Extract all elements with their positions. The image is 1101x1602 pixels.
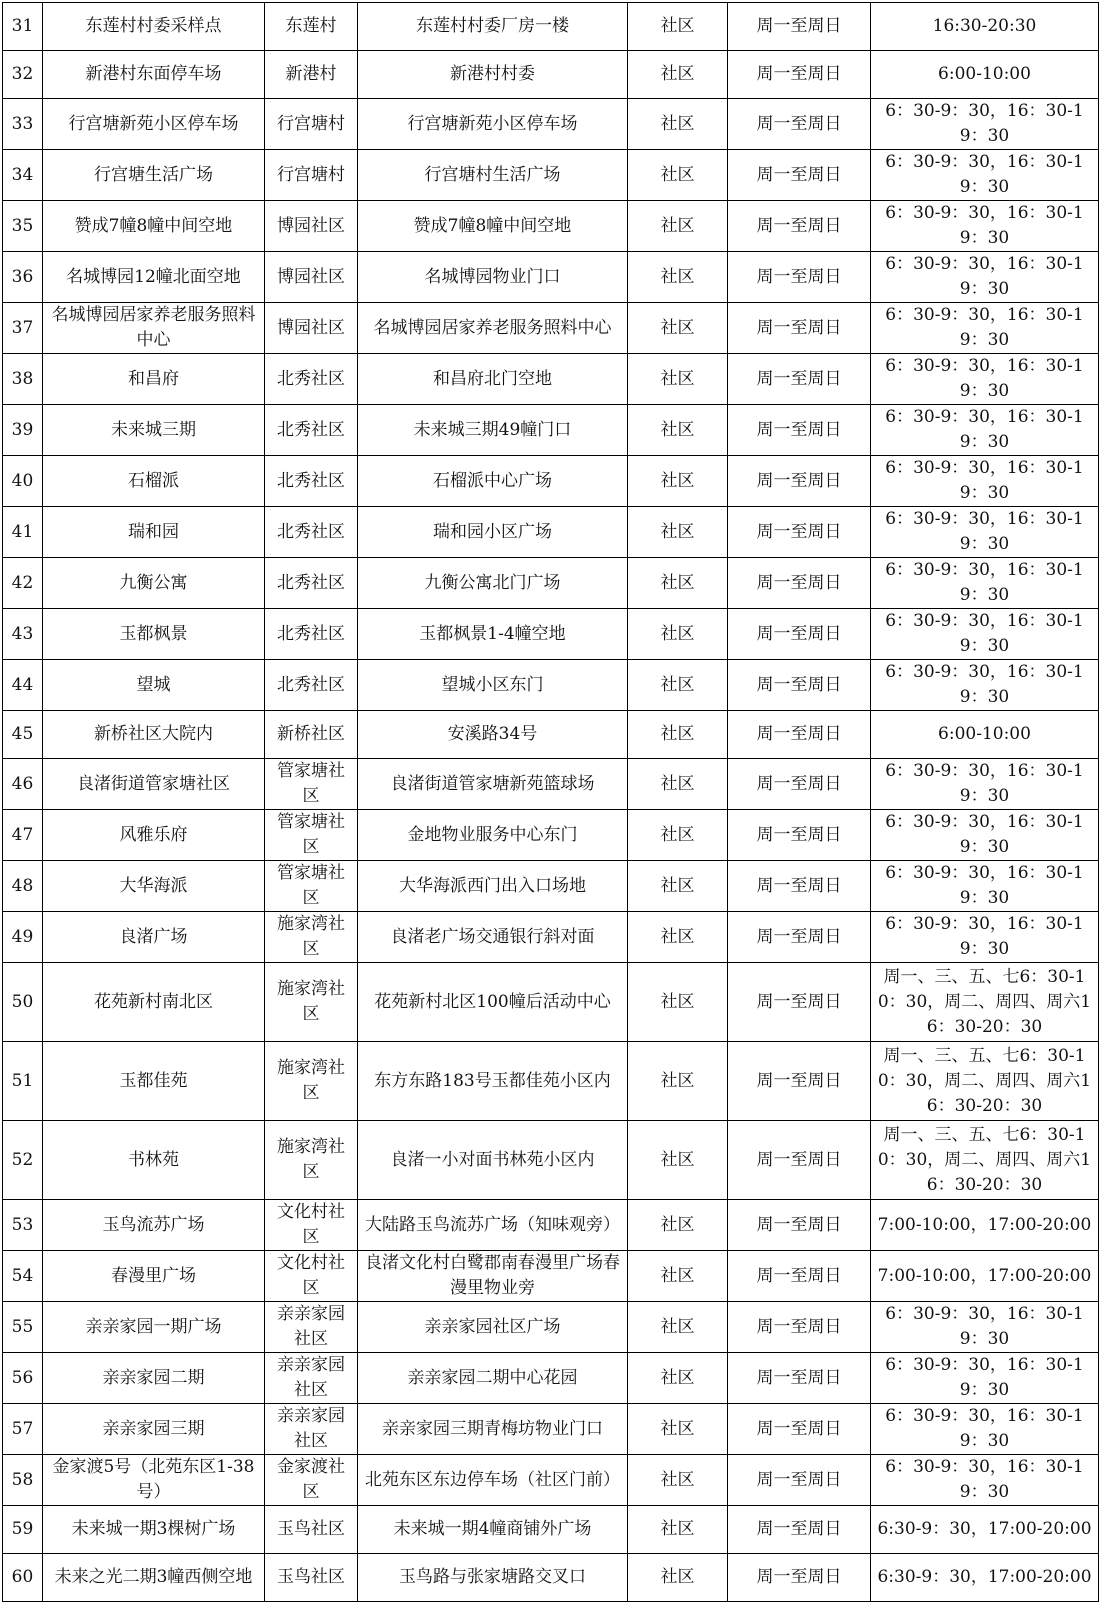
- community: 文化村社区: [265, 1251, 358, 1302]
- row-number: 38: [3, 354, 43, 405]
- row-number: 57: [3, 1404, 43, 1455]
- open-days: 周一至周日: [728, 963, 871, 1042]
- location: 东方东路183号玉都佳苑小区内: [358, 1042, 628, 1121]
- community: 博园社区: [265, 201, 358, 252]
- site-name: 瑞和园: [43, 507, 265, 558]
- site-type: 社区: [628, 861, 728, 912]
- site-name: 九衡公寓: [43, 558, 265, 609]
- site-type: 社区: [628, 354, 728, 405]
- location: 瑞和园小区广场: [358, 507, 628, 558]
- site-type: 社区: [628, 1554, 728, 1602]
- open-hours: 6：30-9：30，16：30-19：30: [871, 558, 1099, 609]
- open-days: 周一至周日: [728, 150, 871, 201]
- location: 大陆路玉鸟流苏广场（知味观旁）: [358, 1200, 628, 1251]
- open-hours: 6：30-9：30，16：30-19：30: [871, 912, 1099, 963]
- open-days: 周一至周日: [728, 1251, 871, 1302]
- open-days: 周一至周日: [728, 3, 871, 51]
- row-number: 40: [3, 456, 43, 507]
- location: 良渚文化村白鹭郡南春漫里广场春漫里物业旁: [358, 1251, 628, 1302]
- location: 亲亲家园三期青梅坊物业门口: [358, 1404, 628, 1455]
- row-number: 48: [3, 861, 43, 912]
- open-hours: 6：30-9：30，16：30-19：30: [871, 405, 1099, 456]
- location: 大华海派西门出入口场地: [358, 861, 628, 912]
- community: 施家湾社区: [265, 963, 358, 1042]
- community: 北秀社区: [265, 507, 358, 558]
- open-days: 周一至周日: [728, 51, 871, 99]
- site-type: 社区: [628, 51, 728, 99]
- site-type: 社区: [628, 609, 728, 660]
- row-number: 39: [3, 405, 43, 456]
- open-days: 周一至周日: [728, 1455, 871, 1506]
- site-name: 行宫塘新苑小区停车场: [43, 99, 265, 150]
- open-days: 周一至周日: [728, 99, 871, 150]
- open-hours: 6：30-9：30，16：30-19：30: [871, 1455, 1099, 1506]
- location: 亲亲家园社区广场: [358, 1302, 628, 1353]
- table-row: [3, 405, 1099, 456]
- site-type: 社区: [628, 558, 728, 609]
- location: 望城小区东门: [358, 660, 628, 711]
- community: 北秀社区: [265, 558, 358, 609]
- open-days: 周一至周日: [728, 405, 871, 456]
- table-row: [3, 1506, 1099, 1554]
- row-number: 37: [3, 303, 43, 354]
- location: 玉都枫景1-4幢空地: [358, 609, 628, 660]
- community: 北秀社区: [265, 456, 358, 507]
- row-number: 53: [3, 1200, 43, 1251]
- row-number: 60: [3, 1554, 43, 1602]
- community: 施家湾社区: [265, 1042, 358, 1121]
- community: 亲亲家园社区: [265, 1353, 358, 1404]
- open-days: 周一至周日: [728, 507, 871, 558]
- site-name: 玉都佳苑: [43, 1042, 265, 1121]
- row-number: 58: [3, 1455, 43, 1506]
- site-name: 花苑新村南北区: [43, 963, 265, 1042]
- site-name: 大华海派: [43, 861, 265, 912]
- site-type: 社区: [628, 507, 728, 558]
- row-number: 41: [3, 507, 43, 558]
- community: 博园社区: [265, 252, 358, 303]
- community: 博园社区: [265, 303, 358, 354]
- location: 名城博园居家养老服务照料中心: [358, 303, 628, 354]
- open-hours: 6：30-9：30，16：30-19：30: [871, 861, 1099, 912]
- open-hours: 6：30-9：30，16：30-19：30: [871, 252, 1099, 303]
- site-type: 社区: [628, 99, 728, 150]
- open-hours: 6：30-9：30，16：30-19：30: [871, 1302, 1099, 1353]
- table-row: [3, 759, 1099, 810]
- site-type: 社区: [628, 1353, 728, 1404]
- open-days: 周一至周日: [728, 1042, 871, 1121]
- location: 亲亲家园二期中心花园: [358, 1353, 628, 1404]
- open-days: 周一至周日: [728, 861, 871, 912]
- site-name: 玉都枫景: [43, 609, 265, 660]
- location: 未来城三期49幢门口: [358, 405, 628, 456]
- open-days: 周一至周日: [728, 252, 871, 303]
- table-row: [3, 609, 1099, 660]
- open-days: 周一至周日: [728, 456, 871, 507]
- community: 文化村社区: [265, 1200, 358, 1251]
- site-name: 名城博园居家养老服务照料中心: [43, 303, 265, 354]
- site-name: 未来之光二期3幢西侧空地: [43, 1554, 265, 1602]
- location: 行宫塘村生活广场: [358, 150, 628, 201]
- site-type: 社区: [628, 150, 728, 201]
- table-row: [3, 252, 1099, 303]
- row-number: 50: [3, 963, 43, 1042]
- site-name: 玉鸟流苏广场: [43, 1200, 265, 1251]
- community: 管家塘社区: [265, 810, 358, 861]
- community: 北秀社区: [265, 609, 358, 660]
- community: 玉鸟社区: [265, 1554, 358, 1602]
- open-days: 周一至周日: [728, 912, 871, 963]
- site-type: 社区: [628, 963, 728, 1042]
- open-hours: 6：30-9：30，16：30-19：30: [871, 456, 1099, 507]
- site-name: 新桥社区大院内: [43, 711, 265, 759]
- table-row: [3, 963, 1099, 1042]
- community: 亲亲家园社区: [265, 1404, 358, 1455]
- row-number: 35: [3, 201, 43, 252]
- location: 石榴派中心广场: [358, 456, 628, 507]
- open-hours: 6:00-10:00: [871, 51, 1099, 99]
- table-row: [3, 150, 1099, 201]
- row-number: 59: [3, 1506, 43, 1554]
- open-hours: 6：30-9：30，16：30-19：30: [871, 759, 1099, 810]
- community: 北秀社区: [265, 405, 358, 456]
- community: 行宫塘村: [265, 150, 358, 201]
- site-name: 望城: [43, 660, 265, 711]
- community: 新桥社区: [265, 711, 358, 759]
- open-days: 周一至周日: [728, 660, 871, 711]
- open-days: 周一至周日: [728, 303, 871, 354]
- table-row: [3, 1042, 1099, 1121]
- site-name: 风雅乐府: [43, 810, 265, 861]
- site-type: 社区: [628, 1404, 728, 1455]
- open-hours: 6：30-9：30，16：30-19：30: [871, 201, 1099, 252]
- table-row: [3, 303, 1099, 354]
- location: 新港村村委: [358, 51, 628, 99]
- location: 未来城一期4幢商铺外广场: [358, 1506, 628, 1554]
- row-number: 43: [3, 609, 43, 660]
- open-hours: 6:30-9：30，17:00-20:00: [871, 1554, 1099, 1602]
- site-name: 行宫塘生活广场: [43, 150, 265, 201]
- table-row: [3, 810, 1099, 861]
- open-days: 周一至周日: [728, 201, 871, 252]
- table-row: [3, 1455, 1099, 1506]
- community: 管家塘社区: [265, 861, 358, 912]
- site-name: 石榴派: [43, 456, 265, 507]
- table-row: [3, 558, 1099, 609]
- site-type: 社区: [628, 1042, 728, 1121]
- community: 新港村: [265, 51, 358, 99]
- site-type: 社区: [628, 252, 728, 303]
- table-row: [3, 3, 1099, 51]
- open-days: 周一至周日: [728, 558, 871, 609]
- community: 东莲村: [265, 3, 358, 51]
- site-type: 社区: [628, 303, 728, 354]
- table-row: [3, 354, 1099, 405]
- site-type: 社区: [628, 1506, 728, 1554]
- location: 名城博园物业门口: [358, 252, 628, 303]
- site-type: 社区: [628, 1455, 728, 1506]
- site-type: 社区: [628, 660, 728, 711]
- row-number: 44: [3, 660, 43, 711]
- open-hours: 周一、三、五、七6：30-10：30，周二、周四、周六16：30-20：30: [871, 1042, 1099, 1121]
- open-hours: 周一、三、五、七6：30-10：30，周二、周四、周六16：30-20：30: [871, 963, 1099, 1042]
- community: 金家渡社区: [265, 1455, 358, 1506]
- table-row: [3, 99, 1099, 150]
- open-hours: 周一、三、五、七6：30-10：30，周二、周四、周六16：30-20：30: [871, 1121, 1099, 1200]
- site-name: 良渚街道管家塘社区: [43, 759, 265, 810]
- site-name: 未来城三期: [43, 405, 265, 456]
- row-number: 34: [3, 150, 43, 201]
- open-days: 周一至周日: [728, 759, 871, 810]
- location: 良渚一小对面书林苑小区内: [358, 1121, 628, 1200]
- site-type: 社区: [628, 1302, 728, 1353]
- location: 花苑新村北区100幢后活动中心: [358, 963, 628, 1042]
- table-row: [3, 861, 1099, 912]
- site-name: 良渚广场: [43, 912, 265, 963]
- site-type: 社区: [628, 711, 728, 759]
- site-type: 社区: [628, 1251, 728, 1302]
- site-type: 社区: [628, 405, 728, 456]
- community: 亲亲家园社区: [265, 1302, 358, 1353]
- open-days: 周一至周日: [728, 1353, 871, 1404]
- row-number: 45: [3, 711, 43, 759]
- table-row: [3, 1353, 1099, 1404]
- row-number: 55: [3, 1302, 43, 1353]
- site-type: 社区: [628, 912, 728, 963]
- location: 东莲村村委厂房一楼: [358, 3, 628, 51]
- table-row: [3, 912, 1099, 963]
- site-name: 新港村东面停车场: [43, 51, 265, 99]
- row-number: 47: [3, 810, 43, 861]
- open-hours: 6：30-9：30，16：30-19：30: [871, 507, 1099, 558]
- table-row: [3, 1200, 1099, 1251]
- site-name: 赞成7幢8幢中间空地: [43, 201, 265, 252]
- site-type: 社区: [628, 1121, 728, 1200]
- row-number: 32: [3, 51, 43, 99]
- table-row: [3, 1121, 1099, 1200]
- open-hours: 6：30-9：30，16：30-19：30: [871, 1404, 1099, 1455]
- open-hours: 6：30-9：30，16：30-19：30: [871, 303, 1099, 354]
- site-type: 社区: [628, 201, 728, 252]
- open-days: 周一至周日: [728, 1200, 871, 1251]
- open-days: 周一至周日: [728, 1302, 871, 1353]
- site-name: 亲亲家园二期: [43, 1353, 265, 1404]
- open-hours: 6：30-9：30，16：30-19：30: [871, 354, 1099, 405]
- community: 管家塘社区: [265, 759, 358, 810]
- row-number: 42: [3, 558, 43, 609]
- site-name: 书林苑: [43, 1121, 265, 1200]
- table-row: [3, 51, 1099, 99]
- row-number: 33: [3, 99, 43, 150]
- table-row: [3, 456, 1099, 507]
- site-type: 社区: [628, 759, 728, 810]
- table-body: [3, 3, 1099, 1602]
- community: 行宫塘村: [265, 99, 358, 150]
- site-name: 春漫里广场: [43, 1251, 265, 1302]
- community: 北秀社区: [265, 660, 358, 711]
- open-days: 周一至周日: [728, 810, 871, 861]
- row-number: 52: [3, 1121, 43, 1200]
- row-number: 51: [3, 1042, 43, 1121]
- row-number: 56: [3, 1353, 43, 1404]
- location: 金地物业服务中心东门: [358, 810, 628, 861]
- site-name: 金家渡5号（北苑东区1-38号）: [43, 1455, 265, 1506]
- open-days: 周一至周日: [728, 711, 871, 759]
- open-hours: 6：30-9：30，16：30-19：30: [871, 150, 1099, 201]
- open-days: 周一至周日: [728, 1506, 871, 1554]
- row-number: 36: [3, 252, 43, 303]
- table-row: [3, 660, 1099, 711]
- site-name: 亲亲家园一期广场: [43, 1302, 265, 1353]
- location: 良渚老广场交通银行斜对面: [358, 912, 628, 963]
- open-days: 周一至周日: [728, 354, 871, 405]
- open-hours: 6：30-9：30，16：30-19：30: [871, 99, 1099, 150]
- table-row: [3, 507, 1099, 558]
- open-days: 周一至周日: [728, 1554, 871, 1602]
- testing-sites-table: [2, 2, 1099, 1602]
- community: 北秀社区: [265, 354, 358, 405]
- open-hours: 6:30-9：30，17:00-20:00: [871, 1506, 1099, 1554]
- location: 良渚街道管家塘新苑篮球场: [358, 759, 628, 810]
- table-row: [3, 1302, 1099, 1353]
- site-name: 未来城一期3棵树广场: [43, 1506, 265, 1554]
- site-type: 社区: [628, 3, 728, 51]
- site-name: 和昌府: [43, 354, 265, 405]
- community: 施家湾社区: [265, 1121, 358, 1200]
- open-hours: 7:00-10:00，17:00-20:00: [871, 1251, 1099, 1302]
- row-number: 49: [3, 912, 43, 963]
- site-type: 社区: [628, 1200, 728, 1251]
- location: 玉鸟路与张家塘路交叉口: [358, 1554, 628, 1602]
- open-days: 周一至周日: [728, 1404, 871, 1455]
- open-hours: 6：30-9：30，16：30-19：30: [871, 1353, 1099, 1404]
- site-name: 亲亲家园三期: [43, 1404, 265, 1455]
- site-name: 名城博园12幢北面空地: [43, 252, 265, 303]
- community: 施家湾社区: [265, 912, 358, 963]
- location: 赞成7幢8幢中间空地: [358, 201, 628, 252]
- row-number: 54: [3, 1251, 43, 1302]
- open-hours: 16:30-20:30: [871, 3, 1099, 51]
- open-hours: 6:00-10:00: [871, 711, 1099, 759]
- community: 玉鸟社区: [265, 1506, 358, 1554]
- table-row: [3, 711, 1099, 759]
- row-number: 46: [3, 759, 43, 810]
- open-days: 周一至周日: [728, 609, 871, 660]
- open-hours: 6：30-9：30，16：30-19：30: [871, 609, 1099, 660]
- open-hours: 6：30-9：30，16：30-19：30: [871, 660, 1099, 711]
- location: 和昌府北门空地: [358, 354, 628, 405]
- location: 九衡公寓北门广场: [358, 558, 628, 609]
- open-hours: 6：30-9：30，16：30-19：30: [871, 810, 1099, 861]
- site-name: 东莲村村委采样点: [43, 3, 265, 51]
- location: 行宫塘新苑小区停车场: [358, 99, 628, 150]
- site-type: 社区: [628, 810, 728, 861]
- table-row: [3, 1554, 1099, 1602]
- open-days: 周一至周日: [728, 1121, 871, 1200]
- location: 安溪路34号: [358, 711, 628, 759]
- location: 北苑东区东边停车场（社区门前）: [358, 1455, 628, 1506]
- row-number: 31: [3, 3, 43, 51]
- table-row: [3, 201, 1099, 252]
- table-row: [3, 1404, 1099, 1455]
- table-row: [3, 1251, 1099, 1302]
- open-hours: 7:00-10:00，17:00-20:00: [871, 1200, 1099, 1251]
- site-type: 社区: [628, 456, 728, 507]
